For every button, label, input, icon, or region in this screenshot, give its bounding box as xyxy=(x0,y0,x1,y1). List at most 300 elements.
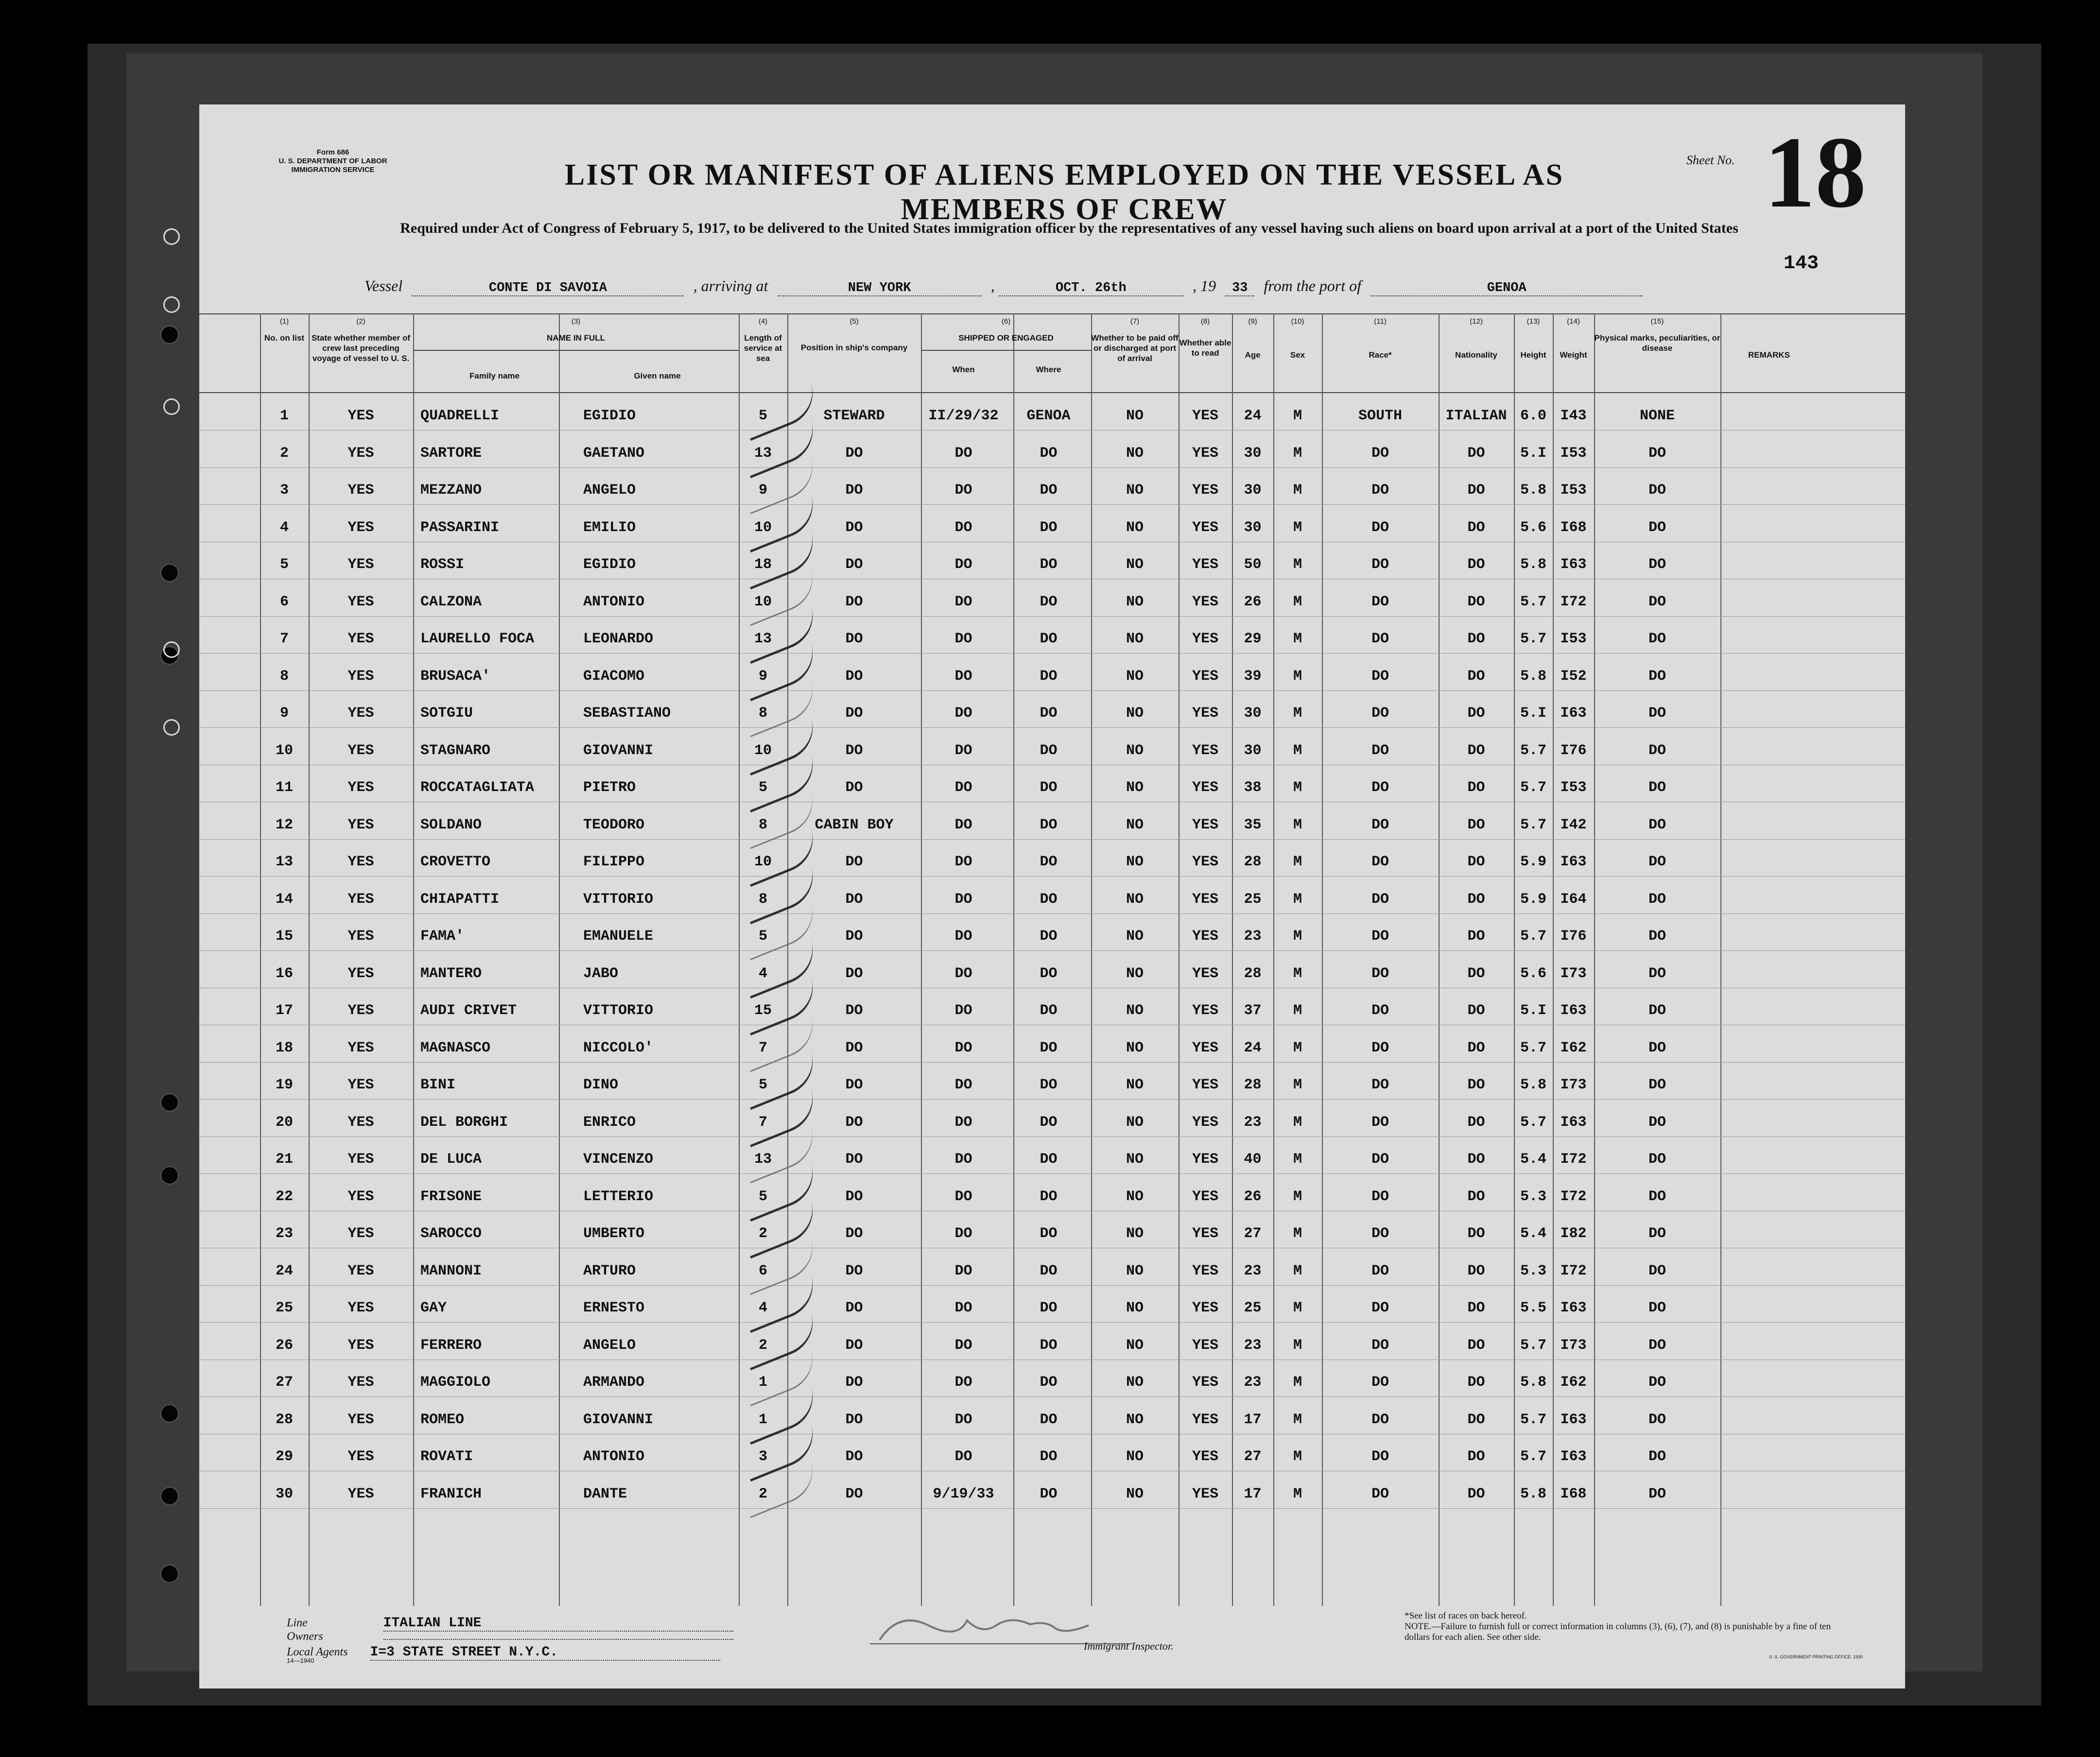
race: DO xyxy=(1371,445,1389,462)
header-position: Position in ship's company xyxy=(800,343,908,352)
race: DO xyxy=(1371,1151,1389,1168)
weight: I63 xyxy=(1560,556,1587,573)
row-number: 2 xyxy=(279,445,289,462)
age: 17 xyxy=(1244,1485,1262,1502)
shipped-when: DO xyxy=(955,705,972,722)
able-to-read: YES xyxy=(1192,593,1218,610)
shipped-when: DO xyxy=(955,891,972,908)
given-name: ANGELO xyxy=(583,482,636,499)
physical-marks: DO xyxy=(1648,1151,1666,1168)
shipped-when: 9/19/33 xyxy=(933,1485,994,1502)
table-row xyxy=(199,1400,1905,1437)
service-length: 1 xyxy=(758,1411,767,1428)
table-row xyxy=(199,1326,1905,1362)
shipped-when: II/29/32 xyxy=(928,408,999,424)
race: DO xyxy=(1371,519,1389,536)
crew-status: YES xyxy=(347,1448,374,1465)
age: 35 xyxy=(1244,816,1262,833)
weight: I64 xyxy=(1560,891,1587,908)
form-print-code: 14—1940 xyxy=(287,1657,314,1664)
weight: I73 xyxy=(1560,1337,1587,1354)
given-name: EMILIO xyxy=(583,519,636,536)
service-length: 10 xyxy=(754,593,772,610)
service-length: 10 xyxy=(754,742,772,759)
shipped-where: DO xyxy=(1040,482,1058,499)
nationality: DO xyxy=(1467,556,1485,573)
ship-position: DO xyxy=(845,556,863,573)
row-number: 5 xyxy=(279,556,289,573)
age: 30 xyxy=(1244,519,1262,536)
header-physical: Physical marks, peculiarities, or disease xyxy=(1594,333,1720,353)
nationality: DO xyxy=(1467,1448,1485,1465)
row-number: 6 xyxy=(279,593,289,610)
paid-off: NO xyxy=(1126,1151,1144,1168)
ring-hole xyxy=(163,641,180,658)
weight: I53 xyxy=(1560,779,1587,796)
shipped-where: GENOA xyxy=(1026,408,1071,424)
able-to-read: YES xyxy=(1192,668,1218,685)
physical-marks: DO xyxy=(1648,742,1666,759)
sex: M xyxy=(1293,705,1302,722)
ship-position: DO xyxy=(845,1485,863,1502)
physical-marks: NONE xyxy=(1639,408,1675,424)
age: 25 xyxy=(1244,1300,1262,1316)
shipped-where: DO xyxy=(1040,1300,1058,1316)
able-to-read: YES xyxy=(1192,631,1218,647)
shipped-when: DO xyxy=(955,1225,972,1242)
given-name: GIACOMO xyxy=(583,668,645,685)
row-number: 10 xyxy=(275,742,293,759)
family-name: FERRERO xyxy=(420,1337,482,1354)
agents-label: Local Agents xyxy=(287,1646,348,1658)
shipped-where: DO xyxy=(1040,519,1058,536)
physical-marks: DO xyxy=(1648,1002,1666,1019)
punch-hole xyxy=(160,1166,179,1185)
nationality: DO xyxy=(1467,1077,1485,1093)
sex: M xyxy=(1293,593,1302,610)
height: 5.8 xyxy=(1520,668,1546,685)
ship-position: DO xyxy=(845,854,863,870)
header-race: Race* xyxy=(1369,350,1392,360)
weight: I62 xyxy=(1560,1039,1587,1056)
table-rule xyxy=(199,392,1905,393)
weight: I62 xyxy=(1560,1374,1587,1391)
crew-status: YES xyxy=(347,1225,374,1242)
height: 5.8 xyxy=(1520,1374,1546,1391)
family-name: GAY xyxy=(420,1300,447,1316)
service-length: 18 xyxy=(754,556,772,573)
sex: M xyxy=(1293,742,1302,759)
shipped-where: DO xyxy=(1040,1262,1058,1279)
service-length: 4 xyxy=(758,965,767,982)
row-rule xyxy=(199,467,1905,468)
department-name: U. S. DEPARTMENT OF LABOR xyxy=(278,157,387,165)
race: DO xyxy=(1371,556,1389,573)
punch-hole xyxy=(160,326,179,344)
row-rule xyxy=(199,430,1905,431)
ship-position: DO xyxy=(845,779,863,796)
height: 5.3 xyxy=(1520,1262,1546,1279)
table-row xyxy=(199,582,1905,619)
service-length: 5 xyxy=(758,779,767,796)
vessel-label: Vessel xyxy=(364,277,403,294)
header-height: Height xyxy=(1520,350,1546,360)
row-number: 13 xyxy=(275,854,293,870)
race: DO xyxy=(1371,482,1389,499)
shipped-where: DO xyxy=(1040,1225,1058,1242)
physical-marks: DO xyxy=(1648,705,1666,722)
sex: M xyxy=(1293,1374,1302,1391)
sex: M xyxy=(1293,1225,1302,1242)
able-to-read: YES xyxy=(1192,779,1218,796)
able-to-read: YES xyxy=(1192,1114,1218,1131)
able-to-read: YES xyxy=(1192,854,1218,870)
row-number: 27 xyxy=(275,1374,293,1391)
height: 5.5 xyxy=(1520,1300,1546,1316)
vessel-name: CONTE DI SAVOIA xyxy=(412,281,684,296)
able-to-read: YES xyxy=(1192,965,1218,982)
header-shipped: SHIPPED OR ENGAGED xyxy=(958,333,1054,343)
name-subheader-rule xyxy=(413,350,739,351)
age: 30 xyxy=(1244,742,1262,759)
physical-marks: DO xyxy=(1648,1188,1666,1205)
able-to-read: YES xyxy=(1192,1485,1218,1502)
weight: I52 xyxy=(1560,668,1587,685)
race: DO xyxy=(1371,854,1389,870)
sex: M xyxy=(1293,816,1302,833)
physical-marks: DO xyxy=(1648,1300,1666,1316)
col-num-4: (4) xyxy=(758,317,768,326)
row-rule xyxy=(199,1099,1905,1100)
sex: M xyxy=(1293,928,1302,945)
paid-off: NO xyxy=(1126,668,1144,685)
nationality: DO xyxy=(1467,1225,1485,1242)
header-nationality: Nationality xyxy=(1455,350,1497,360)
shipped-where: DO xyxy=(1040,445,1058,462)
family-name: BINI xyxy=(420,1077,456,1093)
family-name: SOTGIU xyxy=(420,705,473,722)
shipped-when: DO xyxy=(955,1374,972,1391)
able-to-read: YES xyxy=(1192,1411,1218,1428)
given-name: VINCENZO xyxy=(583,1151,654,1168)
shipped-when: DO xyxy=(955,556,972,573)
given-name: GAETANO xyxy=(583,445,645,462)
age: 23 xyxy=(1244,1262,1262,1279)
arriving-label: , arriving at xyxy=(693,277,768,294)
crew-status: YES xyxy=(347,482,374,499)
crew-status: YES xyxy=(347,1151,374,1168)
shipped-where: DO xyxy=(1040,668,1058,685)
able-to-read: YES xyxy=(1192,556,1218,573)
family-name: MEZZANO xyxy=(420,482,482,499)
shipped-when: DO xyxy=(955,1448,972,1465)
physical-marks: DO xyxy=(1648,482,1666,499)
sex: M xyxy=(1293,408,1302,424)
shipped-where: DO xyxy=(1040,965,1058,982)
crew-status: YES xyxy=(347,668,374,685)
service-length: 8 xyxy=(758,705,767,722)
physical-marks: DO xyxy=(1648,593,1666,610)
crew-status: YES xyxy=(347,1374,374,1391)
row-number: 11 xyxy=(275,779,293,796)
table-row xyxy=(199,619,1905,656)
physical-marks: DO xyxy=(1648,1374,1666,1391)
weight: I63 xyxy=(1560,1002,1587,1019)
shipped-where: DO xyxy=(1040,742,1058,759)
row-number: 19 xyxy=(275,1077,293,1093)
shipped-where: DO xyxy=(1040,593,1058,610)
age: 24 xyxy=(1244,408,1262,424)
family-name: QUADRELLI xyxy=(420,408,500,424)
physical-marks: DO xyxy=(1648,1039,1666,1056)
crew-status: YES xyxy=(347,408,374,424)
crew-status: YES xyxy=(347,1337,374,1354)
header-age: Age xyxy=(1245,350,1261,360)
vessel-info: Vessel CONTE DI SAVOIA , arriving at NEW YORK , OCT. 26th , 19 33 from the port of GENOA xyxy=(364,277,1643,296)
height: 5.I xyxy=(1520,705,1546,722)
weight: I63 xyxy=(1560,705,1587,722)
physical-marks: DO xyxy=(1648,779,1666,796)
header-length-service: Length of service at sea xyxy=(744,333,782,363)
paid-off: NO xyxy=(1126,519,1144,536)
table-row xyxy=(199,1177,1905,1214)
nationality: DO xyxy=(1467,668,1485,685)
race: DO xyxy=(1371,816,1389,833)
shipped-where: DO xyxy=(1040,891,1058,908)
service-length: 3 xyxy=(758,1448,767,1465)
weight: I82 xyxy=(1560,1225,1587,1242)
table-row xyxy=(199,1251,1905,1288)
age: 37 xyxy=(1244,1002,1262,1019)
able-to-read: YES xyxy=(1192,1039,1218,1056)
height: 5.7 xyxy=(1520,816,1546,833)
punch-hole xyxy=(160,1565,179,1583)
ship-position: DO xyxy=(845,593,863,610)
weight: I68 xyxy=(1560,519,1587,536)
nationality: DO xyxy=(1467,1151,1485,1168)
weight: I63 xyxy=(1560,1300,1587,1316)
service-length: 10 xyxy=(754,519,772,536)
arrival-port: NEW YORK xyxy=(778,281,982,296)
table-row xyxy=(199,1102,1905,1139)
height: 5.9 xyxy=(1520,854,1546,870)
service-length: 2 xyxy=(758,1337,767,1354)
given-name: LEONARDO xyxy=(583,631,654,647)
given-name: ANTONIO xyxy=(583,1448,645,1465)
table-row xyxy=(199,805,1905,842)
row-number: 28 xyxy=(275,1411,293,1428)
sex: M xyxy=(1293,1262,1302,1279)
race: DO xyxy=(1371,1114,1389,1131)
able-to-read: YES xyxy=(1192,445,1218,462)
nationality: DO xyxy=(1467,1337,1485,1354)
row-number: 30 xyxy=(275,1485,293,1502)
service-length: 13 xyxy=(754,445,772,462)
service-length: 2 xyxy=(758,1225,767,1242)
family-name: FRISONE xyxy=(420,1188,482,1205)
age: 26 xyxy=(1244,1188,1262,1205)
service-length: 8 xyxy=(758,891,767,908)
age: 30 xyxy=(1244,482,1262,499)
race: SOUTH xyxy=(1358,408,1402,424)
service-length: 8 xyxy=(758,816,767,833)
table-row xyxy=(199,1474,1905,1511)
family-name: ROMEO xyxy=(420,1411,465,1428)
height: 5.7 xyxy=(1520,1337,1546,1354)
service-length: 15 xyxy=(754,1002,772,1019)
ring-hole xyxy=(163,719,180,736)
ship-position: DO xyxy=(845,482,863,499)
ring-hole xyxy=(163,228,180,245)
nationality: DO xyxy=(1467,445,1485,462)
shipped-when: DO xyxy=(955,593,972,610)
paid-off: NO xyxy=(1126,1411,1144,1428)
paid-off: NO xyxy=(1126,1077,1144,1093)
height: 5.4 xyxy=(1520,1151,1546,1168)
row-rule xyxy=(199,1508,1905,1509)
arrival-date: OCT. 26th xyxy=(999,281,1183,296)
sex: M xyxy=(1293,1002,1302,1019)
shipped-when: DO xyxy=(955,631,972,647)
paid-off: NO xyxy=(1126,965,1144,982)
crew-status: YES xyxy=(347,631,374,647)
race: DO xyxy=(1371,965,1389,982)
shipped-when: DO xyxy=(955,1002,972,1019)
paid-off: NO xyxy=(1126,779,1144,796)
nationality: DO xyxy=(1467,1002,1485,1019)
age: 23 xyxy=(1244,1337,1262,1354)
ship-position: DO xyxy=(845,1374,863,1391)
shipped-when: DO xyxy=(955,1337,972,1354)
table-row xyxy=(199,991,1905,1028)
shipped-when: DO xyxy=(955,668,972,685)
shipped-when: DO xyxy=(955,742,972,759)
shipped-where: DO xyxy=(1040,1337,1058,1354)
row-rule xyxy=(199,690,1905,691)
able-to-read: YES xyxy=(1192,1262,1218,1279)
shipped-when: DO xyxy=(955,854,972,870)
row-rule xyxy=(199,1396,1905,1397)
family-name: SOLDANO xyxy=(420,816,482,833)
given-name: ARTURO xyxy=(583,1262,636,1279)
physical-marks: DO xyxy=(1648,816,1666,833)
ship-position: DO xyxy=(845,1262,863,1279)
row-rule xyxy=(199,950,1905,951)
ship-position: DO xyxy=(845,705,863,722)
service-length: 4 xyxy=(758,1300,767,1316)
family-name: FAMA' xyxy=(420,928,465,945)
height: 6.0 xyxy=(1520,408,1546,424)
local-agents: I=3 STATE STREET N.Y.C. xyxy=(370,1645,720,1661)
paid-off: NO xyxy=(1126,1448,1144,1465)
ship-position: DO xyxy=(845,631,863,647)
paid-off: NO xyxy=(1126,854,1144,870)
able-to-read: YES xyxy=(1192,1448,1218,1465)
height: 5.4 xyxy=(1520,1225,1546,1242)
nationality: DO xyxy=(1467,779,1485,796)
paid-off: NO xyxy=(1126,1188,1144,1205)
row-number: 15 xyxy=(275,928,293,945)
owners-label: Owners xyxy=(287,1630,323,1643)
manifest-sheet xyxy=(199,104,1905,1688)
physical-marks: DO xyxy=(1648,1077,1666,1093)
page-subtitle: Required under Act of Congress of February 5, 1917, to be delivered to the United States immigration officer by the representatives of any vessel having such aliens on board upon arrival at a port of the United States xyxy=(400,220,1738,236)
sex: M xyxy=(1293,1151,1302,1168)
sex: M xyxy=(1293,556,1302,573)
form-number: Form 686 xyxy=(316,148,349,156)
ring-hole xyxy=(163,296,180,313)
shipped-when: DO xyxy=(955,965,972,982)
paid-off: NO xyxy=(1126,742,1144,759)
able-to-read: YES xyxy=(1192,1337,1218,1354)
shipped-subheader-rule xyxy=(921,350,1091,351)
sex: M xyxy=(1293,891,1302,908)
ship-position: DO xyxy=(845,1188,863,1205)
sex: M xyxy=(1293,445,1302,462)
physical-marks: DO xyxy=(1648,668,1666,685)
sex: M xyxy=(1293,1448,1302,1465)
race: DO xyxy=(1371,779,1389,796)
table-row xyxy=(199,693,1905,730)
ship-position: DO xyxy=(845,1077,863,1093)
shipped-where: DO xyxy=(1040,1448,1058,1465)
family-name: PASSARINI xyxy=(420,519,500,536)
nationality: DO xyxy=(1467,742,1485,759)
penalty-note: NOTE.—Failure to furnish full or correct information in columns (3), (6), (7), and (8) is punishable by a fine of ten dollars for each alien. See other side. xyxy=(1405,1621,1831,1642)
service-length: 5 xyxy=(758,1077,767,1093)
paid-off: NO xyxy=(1126,593,1144,610)
row-rule xyxy=(199,913,1905,914)
height: 5.7 xyxy=(1520,928,1546,945)
given-name: ENRICO xyxy=(583,1114,636,1131)
age: 27 xyxy=(1244,1448,1262,1465)
manifest-table xyxy=(199,313,1905,1606)
service-length: 7 xyxy=(758,1039,767,1056)
shipped-where: DO xyxy=(1040,816,1058,833)
race: DO xyxy=(1371,1188,1389,1205)
year-prefix: , 19 xyxy=(1193,277,1216,294)
shipped-where: DO xyxy=(1040,928,1058,945)
header-given-name: Given name xyxy=(634,371,681,380)
service-length: 6 xyxy=(758,1262,767,1279)
nationality: DO xyxy=(1467,928,1485,945)
shipped-where: DO xyxy=(1040,1151,1058,1168)
family-name: STAGNARO xyxy=(420,742,491,759)
age: 28 xyxy=(1244,854,1262,870)
nationality: DO xyxy=(1467,965,1485,982)
crew-status: YES xyxy=(347,556,374,573)
paid-off: NO xyxy=(1126,816,1144,833)
nationality: ITALIAN xyxy=(1445,408,1507,424)
family-name: ROSSI xyxy=(420,556,465,573)
shipped-where: DO xyxy=(1040,1188,1058,1205)
shipped-when: DO xyxy=(955,1411,972,1428)
physical-marks: DO xyxy=(1648,1114,1666,1131)
page-title: LIST OR MANIFEST OF ALIENS EMPLOYED ON THE VESSEL AS MEMBERS OF CREW xyxy=(564,158,1564,226)
table-row xyxy=(199,1065,1905,1102)
row-rule xyxy=(199,876,1905,877)
col-num-13: (13) xyxy=(1527,317,1540,326)
physical-marks: DO xyxy=(1648,445,1666,462)
age: 50 xyxy=(1244,556,1262,573)
weight: I73 xyxy=(1560,1077,1587,1093)
service-length: 13 xyxy=(754,631,772,647)
sex: M xyxy=(1293,668,1302,685)
ship-position: CABIN BOY xyxy=(815,816,894,833)
table-row xyxy=(199,1139,1905,1176)
shipped-when: DO xyxy=(955,482,972,499)
age: 28 xyxy=(1244,1077,1262,1093)
